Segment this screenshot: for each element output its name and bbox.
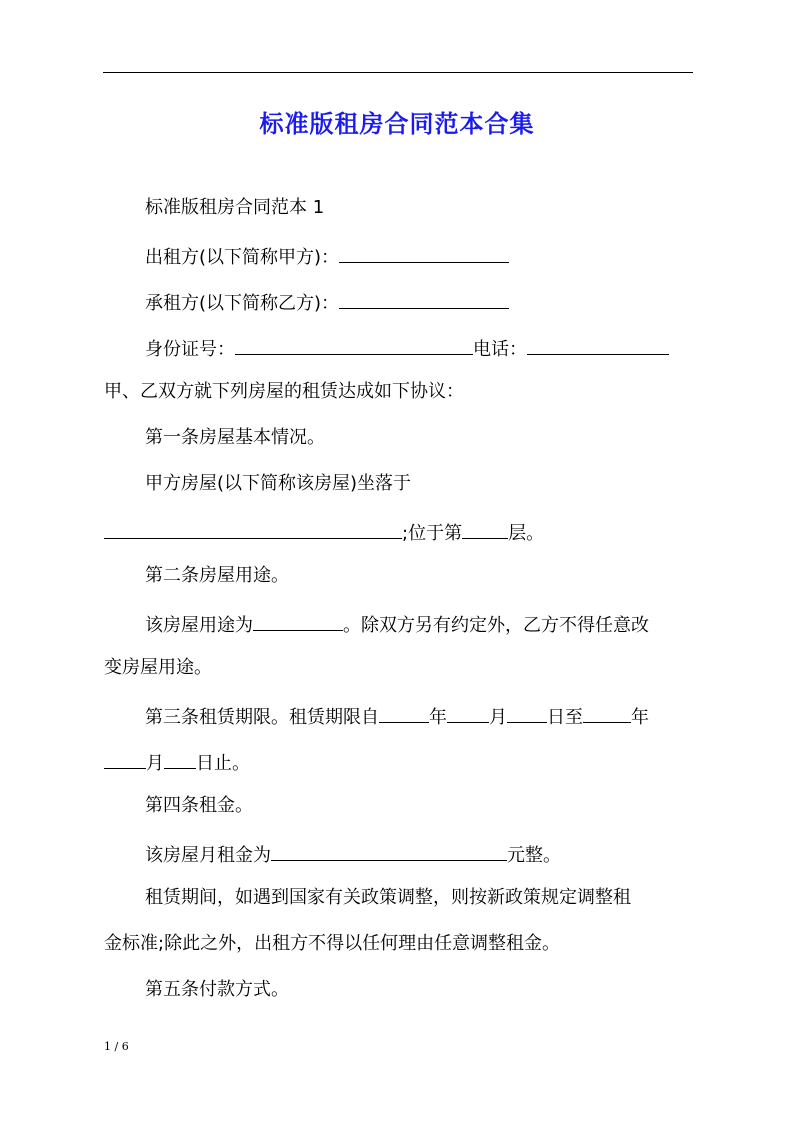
- address-blank: [104, 518, 402, 539]
- id-phone-line: [145, 334, 669, 362]
- start-year-blank: [379, 702, 429, 723]
- page-number: 1 / 6: [104, 1040, 129, 1053]
- lessee-blank: [339, 288, 509, 309]
- lessee-label: 承租方(以下简称乙方)：: [145, 293, 340, 314]
- usage-label: 该房屋用途为: [145, 615, 253, 636]
- lessor-label: 出租方(以下简称甲方)：: [145, 247, 340, 268]
- article-1-title: 第一条房屋基本情况。: [145, 427, 325, 448]
- end-month-blank: [104, 748, 146, 769]
- id-label: 身份证号：: [145, 339, 235, 360]
- phone-blank: [527, 334, 669, 355]
- start-month-blank: [447, 702, 489, 723]
- document-title: 标准版租房合同范本合集: [259, 110, 535, 138]
- end-day-blank: [164, 748, 196, 769]
- lessor-line: [145, 242, 509, 270]
- header-rule: [103, 72, 693, 73]
- end-year-blank: [583, 702, 631, 723]
- article-2-text: [145, 610, 649, 638]
- usage-text: 。除双方另有约定外，乙方不得任意改: [343, 615, 649, 636]
- end-year-label: 年: [631, 707, 649, 728]
- floor-suffix: 层。: [508, 523, 545, 544]
- end-month-label: 月: [146, 753, 164, 774]
- lessor-blank: [339, 242, 509, 263]
- floor-blank: [462, 518, 508, 539]
- article-1-text: 甲方房屋(以下简称该房屋)坐落于: [145, 473, 412, 494]
- phone-label: 电话：: [473, 339, 527, 360]
- rent-suffix: 元整。: [507, 845, 561, 866]
- rent-label: 该房屋月租金为: [145, 845, 271, 866]
- start-day-blank: [507, 702, 547, 723]
- contract-subtitle: 标准版租房合同范本 1: [145, 197, 325, 218]
- rent-blank: [271, 840, 507, 861]
- day-to-label: 日至: [547, 707, 583, 728]
- end-day-label: 日止。: [196, 753, 250, 774]
- article-4-adjust-text: 租赁期间，如遇到国家有关政策调整，则按新政策规定调整租: [145, 887, 631, 908]
- article-2-text-cont: 变房屋用途。: [104, 657, 212, 678]
- agreement-intro: 甲、乙双方就下列房屋的租赁达成如下协议：: [104, 381, 464, 402]
- article-5-title: 第五条付款方式。: [145, 979, 289, 1000]
- term-label: 第三条租赁期限。租赁期限自: [145, 707, 379, 728]
- month-label: 月: [489, 707, 507, 728]
- article-2-title: 第二条房屋用途。: [145, 565, 289, 586]
- id-blank: [235, 334, 473, 355]
- usage-blank: [253, 610, 343, 631]
- article-4-title: 第四条租金。: [145, 795, 253, 816]
- article-3-line-cont: [104, 748, 250, 776]
- lessee-line: [145, 288, 509, 316]
- article-1-address-line: [104, 518, 544, 546]
- year-label: 年: [429, 707, 447, 728]
- article-4-rent-line: [145, 840, 561, 868]
- floor-prefix: ;位于第: [402, 523, 463, 544]
- article-3-line: [145, 702, 649, 730]
- article-4-adjust-text-cont: 金标准;除此之外，出租方不得以任何理由任意调整租金。: [104, 933, 561, 954]
